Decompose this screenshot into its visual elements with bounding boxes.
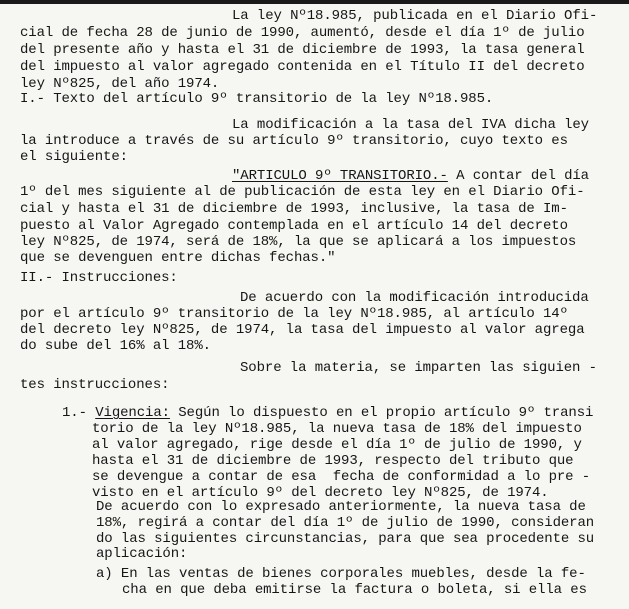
section-2-para-2-line-1: Sobre la materia, se imparten las siguien -: [240, 360, 597, 376]
section-2-para-2-line-2: tes instrucciones:: [20, 377, 170, 393]
quote-line-5: ley Nº825, de 1974, será de 18%, la que se aplicará a los impuestos: [20, 234, 577, 250]
section-1-para-line-2: la introduce a través de su artículo 9º transitorio, cuyo texto es: [20, 133, 568, 149]
intro-line-2: cial de fecha 28 de junio de 1990, aumentó, desde el día 1º de julio: [20, 25, 585, 41]
section-1-heading: I.- Texto del artículo 9º transitorio de la ley Nº18.985.: [20, 91, 494, 107]
item-1-title: Vigencia:: [95, 405, 170, 421]
quote-first-line: [232, 168, 589, 184]
quote-first-rest: A contar del día: [447, 168, 589, 184]
item-1-para-line-2: 18%, regirá a contar del día 1º de julio de 1990, consideran: [96, 515, 595, 531]
section-2-para-1-line-2: por el artículo 9º transitorio de la ley Nº18.985, al artículo 14º: [20, 306, 568, 322]
section-1-para-line-3: el siguiente:: [20, 149, 128, 165]
item-1-first-line: [62, 405, 593, 421]
item-1-line-2: torio de la ley Nº18.985, la nueva tasa de 18% del impuesto: [92, 421, 582, 437]
intro-line-3: del presente año y hasta el 31 de diciembre de 1993, la tasa general: [20, 42, 585, 58]
intro-line-1: La ley Nº18.985, publicada en el Diario Ofi-: [232, 8, 598, 24]
item-1-line-6: visto en el artículo 9º del decreto ley Nº825, de 1974.: [92, 485, 549, 501]
section-2-heading: II.- Instrucciones:: [20, 270, 178, 286]
sub-item-a-line-2: cha en que deba emitirse la factura o boleta, si ella es: [122, 582, 587, 598]
section-2-para-1-line-1: De acuerdo con la modificación introducida: [240, 290, 589, 306]
section-1-para-line-1: La modificación a la tasa del IVA dicha ley: [232, 117, 589, 133]
item-1-line-3: al valor agregado, rige desde el día 1º de julio de 1990, y: [92, 437, 582, 453]
intro-line-5: ley Nº825, del año 1974.: [20, 76, 220, 92]
item-1-para-line-1: De acuerdo con lo expresado anteriormente, la nueva tasa de: [96, 499, 586, 515]
quote-line-6: que se devenguen entre dichas fechas.": [20, 250, 336, 266]
item-1-number: 1.-: [62, 405, 87, 421]
item-1-line-5: se devengue a contar de esa fecha de conformidad a lo pre -: [92, 469, 591, 485]
quote-line-3: cial y hasta el 31 de diciembre de 1993, inclusive, la tasa de Im-: [20, 201, 568, 217]
quote-line-2: 1º del mes siguiente al de publicación de esta ley en el Diario Ofi-: [20, 184, 585, 200]
intro-line-4: del impuesto al valor agregado contenida en el Título II del decreto: [20, 59, 585, 75]
quote-title: "ARTICULO 9º TRANSITORIO.-: [232, 168, 448, 184]
section-2-para-1-line-3: del decreto ley Nº825, de 1974, la tasa del impuesto al valor agrega: [20, 322, 585, 338]
item-1-line-4: hasta el 31 de diciembre de 1993, respecto del tributo que: [92, 453, 574, 469]
item-1-para-line-3: do las siguientes circunstancias, para que sea procedente su: [96, 531, 595, 547]
section-2-para-1-line-4: do sube del 16% al 18%.: [20, 338, 211, 354]
scan-top-border: [0, 0, 629, 4]
item-1-first-rest: Según lo dispuesto en el propio artículo 9º transi: [169, 405, 594, 421]
sub-item-a-line-1: a) En las ventas de bienes corporales muebles, desde la fe-: [96, 566, 586, 582]
quote-line-4: puesto al Valor Agregado contemplada en el artículo 14 del decreto: [20, 218, 568, 234]
item-1-para-line-4: aplicación:: [96, 546, 188, 562]
